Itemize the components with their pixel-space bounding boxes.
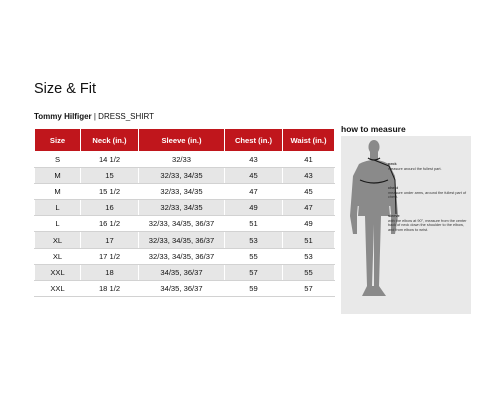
cell-waist: 57 — [283, 280, 335, 296]
cell-neck: 17 — [81, 232, 139, 248]
cell-chest: 49 — [225, 200, 283, 216]
cell-waist: 53 — [283, 248, 335, 264]
brand-line — [34, 112, 154, 121]
cell-size: XL — [35, 232, 81, 248]
chest-note — [388, 186, 468, 200]
cell-size: XL — [35, 248, 81, 264]
cell-sleeve: 34/35, 36/37 — [139, 280, 225, 296]
cell-chest: 55 — [225, 248, 283, 264]
cell-sleeve: 32/33 — [139, 152, 225, 168]
header-neck: Neck (in.) — [81, 129, 139, 152]
header-waist: Waist (in.) — [283, 129, 335, 152]
brand-separator: | — [91, 112, 99, 121]
cell-size: M — [35, 184, 81, 200]
cell-sleeve: 32/33, 34/35 — [139, 200, 225, 216]
sleeve-note-title: sleeve — [388, 214, 400, 218]
cell-size: L — [35, 200, 81, 216]
cell-chest: 43 — [225, 152, 283, 168]
cell-sleeve: 34/35, 36/37 — [139, 264, 225, 280]
cell-waist: 43 — [283, 168, 335, 184]
table-row — [35, 232, 335, 248]
size-chart-table — [34, 128, 335, 297]
cell-neck: 16 — [81, 200, 139, 216]
measure-title: how to measure — [341, 124, 406, 134]
cell-chest: 51 — [225, 216, 283, 232]
cell-waist: 47 — [283, 200, 335, 216]
brand-name: Tommy Hilfiger — [34, 112, 92, 121]
cell-sleeve: 32/33, 34/35, 36/37 — [139, 248, 225, 264]
cell-neck: 18 — [81, 264, 139, 280]
cell-size: XXL — [35, 280, 81, 296]
chest-note-text: measure under arms, around the fullest part of chest. — [388, 190, 467, 200]
cell-size: M — [35, 168, 81, 184]
product-line: DRESS_SHIRT — [98, 112, 155, 121]
cell-chest: 57 — [225, 264, 283, 280]
cell-chest: 59 — [225, 280, 283, 296]
chest-note-title: chest — [388, 186, 398, 190]
header-chest: Chest (in.) — [225, 129, 283, 152]
cell-waist: 41 — [283, 152, 335, 168]
table-header-row — [35, 129, 335, 152]
table-row — [35, 184, 335, 200]
cell-neck: 15 — [81, 168, 139, 184]
table-row — [35, 280, 335, 296]
cell-neck: 18 1/2 — [81, 280, 139, 296]
table-row — [35, 200, 335, 216]
cell-size: S — [35, 152, 81, 168]
cell-neck: 17 1/2 — [81, 248, 139, 264]
cell-neck: 14 1/2 — [81, 152, 139, 168]
measurement-figure-panel — [341, 136, 471, 314]
header-sleeve: Sleeve (in.) — [139, 129, 225, 152]
cell-sleeve: 32/33, 34/35 — [139, 168, 225, 184]
cell-size: XXL — [35, 264, 81, 280]
cell-neck: 16 1/2 — [81, 216, 139, 232]
table-row — [35, 264, 335, 280]
table-row — [35, 152, 335, 168]
sleeve-note — [388, 214, 468, 232]
cell-sleeve: 32/33, 34/35, 36/37 — [139, 216, 225, 232]
neck-note — [388, 162, 468, 171]
cell-sleeve: 32/33, 34/35, 36/37 — [139, 232, 225, 248]
cell-neck: 15 1/2 — [81, 184, 139, 200]
cell-chest: 45 — [225, 168, 283, 184]
table-row — [35, 248, 335, 264]
sleeve-note-text: with the elbow at 90°, measure from the center back of neck down the shoulder to the elbow, and from elbow to wrist. — [388, 218, 467, 232]
cell-waist: 51 — [283, 232, 335, 248]
cell-waist: 49 — [283, 216, 335, 232]
neck-note-title: neck — [388, 162, 397, 166]
page-title: Size & Fit — [34, 81, 97, 97]
cell-chest: 47 — [225, 184, 283, 200]
cell-waist: 55 — [283, 264, 335, 280]
neck-note-text: measure around the fullest part. — [388, 166, 442, 171]
table-row — [35, 216, 335, 232]
cell-size: L — [35, 216, 81, 232]
cell-chest: 53 — [225, 232, 283, 248]
header-size: Size — [35, 129, 81, 152]
cell-sleeve: 32/33, 34/35 — [139, 184, 225, 200]
cell-waist: 45 — [283, 184, 335, 200]
table-row — [35, 168, 335, 184]
